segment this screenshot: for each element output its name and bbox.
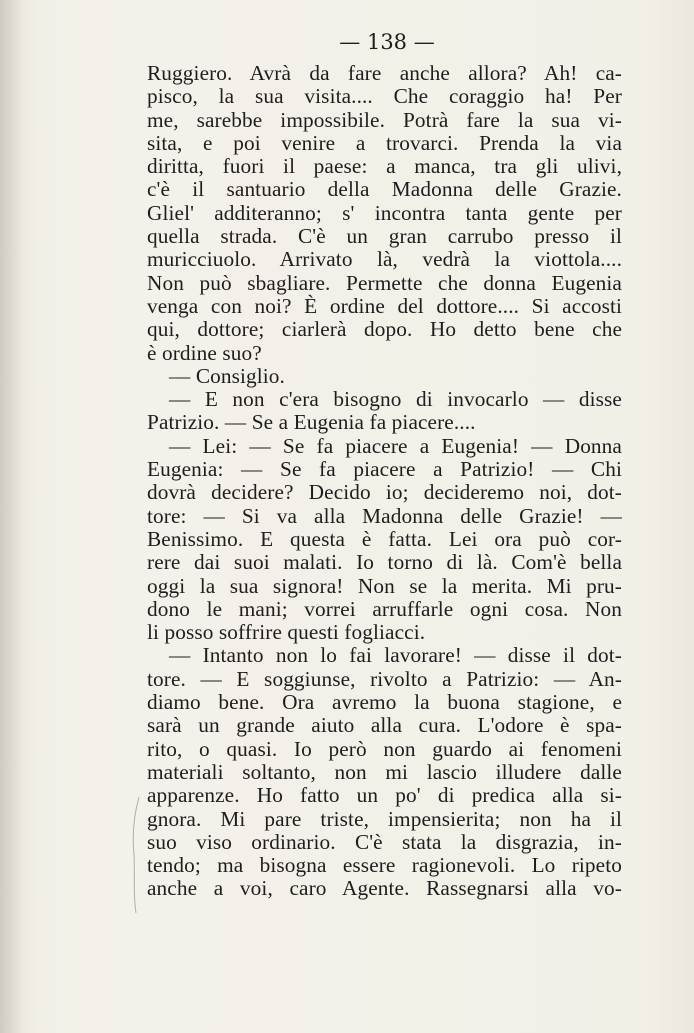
- page-number: — 138 —: [339, 30, 435, 54]
- text-line: qui, dottore; ciarlerà dopo. Ho detto bene che: [147, 317, 622, 342]
- text-line: gnora. Mi pare triste, impensierita; non ha il: [147, 806, 622, 831]
- margin-pencil-mark: [128, 795, 142, 915]
- text-line: anche a voi, caro Agente. Rassegnarsi alla vo-: [147, 876, 622, 901]
- text-line: — Lei: — Se fa piacere a Eugenia! — Donna: [169, 433, 622, 458]
- text-line: — Intanto non lo fai lavorare! — disse il dot-: [169, 643, 622, 668]
- text-line: sarà un grande aiuto alla cura. L'odore è spa-: [147, 713, 622, 738]
- text-line: tore. — E soggiunse, rivolto a Patrizio: — An-: [147, 666, 622, 691]
- text-line: Gliel' additeranno; s' incontra tanta gente per: [147, 200, 622, 225]
- text-line: venga con noi? È ordine del dottore.... Si accosti: [147, 293, 622, 318]
- text-line: muricciuolo. Arrivato là, vedrà la viottola....: [147, 247, 622, 272]
- binding-gutter: [0, 0, 22, 1033]
- text-line: apparenze. Ho fatto un po' di predica alla si-: [147, 783, 622, 808]
- text-line: Patrizio. — Se a Eugenia fa piacere....: [147, 410, 476, 435]
- text-line: è ordine suo?: [147, 340, 262, 365]
- text-line: dono le mani; vorrei arruffarle ogni cosa. Non: [147, 596, 622, 621]
- text-line: materiali soltanto, non mi lascio illudere dalle: [147, 759, 622, 784]
- text-line: — E non c'era bisogno di invocarlo — disse: [169, 387, 622, 412]
- text-line: me, sarebbe impossibile. Potrà fare la sua vi-: [147, 107, 622, 132]
- text-line: — Consiglio.: [169, 363, 285, 388]
- text-line: quella strada. C'è un gran carrubo presso il: [147, 224, 622, 249]
- text-line: rito, o quasi. Io però non guardo ai fenomeni: [147, 736, 622, 761]
- text-line: Eugenia: — Se fa piacere a Patrizio! — Chi: [147, 457, 622, 482]
- text-line: sita, e poi venire a trovarci. Prenda la via: [147, 130, 622, 155]
- text-line: rere dai suoi malati. Io torno di là. Com'è bella: [147, 550, 622, 575]
- text-line: diritta, fuori il paese: a manca, tra gli ulivi,: [147, 154, 622, 179]
- body-text: [147, 62, 622, 901]
- text-line: suo viso ordinario. C'è stata la disgrazia, in-: [147, 829, 622, 854]
- text-line: c'è il santuario della Madonna delle Grazie.: [147, 177, 622, 202]
- text-line: tendo; ma bisogna essere ragionevoli. Lo ripeto: [147, 853, 622, 878]
- text-line: Ruggiero. Avrà da fare anche allora? Ah! ca-: [147, 61, 622, 85]
- text-line: Non può sbagliare. Permette che donna Eugenia: [147, 270, 622, 295]
- text-line: pisco, la sua visita.... Che coraggio ha! Per: [147, 84, 622, 109]
- text-line: dovrà decidere? Decido io; decideremo noi, dot-: [147, 480, 622, 505]
- text-line: oggi la sua signora! Non se la merita. Mi pru-: [147, 573, 622, 598]
- text-line: diamo bene. Ora avremo la buona stagione, e: [147, 690, 622, 715]
- text-line: li posso soffrire questi fogliacci.: [147, 620, 426, 645]
- text-line: tore: — Si va alla Madonna delle Grazie! —: [147, 503, 622, 528]
- text-line: Benissimo. E questa è fatta. Lei ora può cor-: [147, 526, 622, 551]
